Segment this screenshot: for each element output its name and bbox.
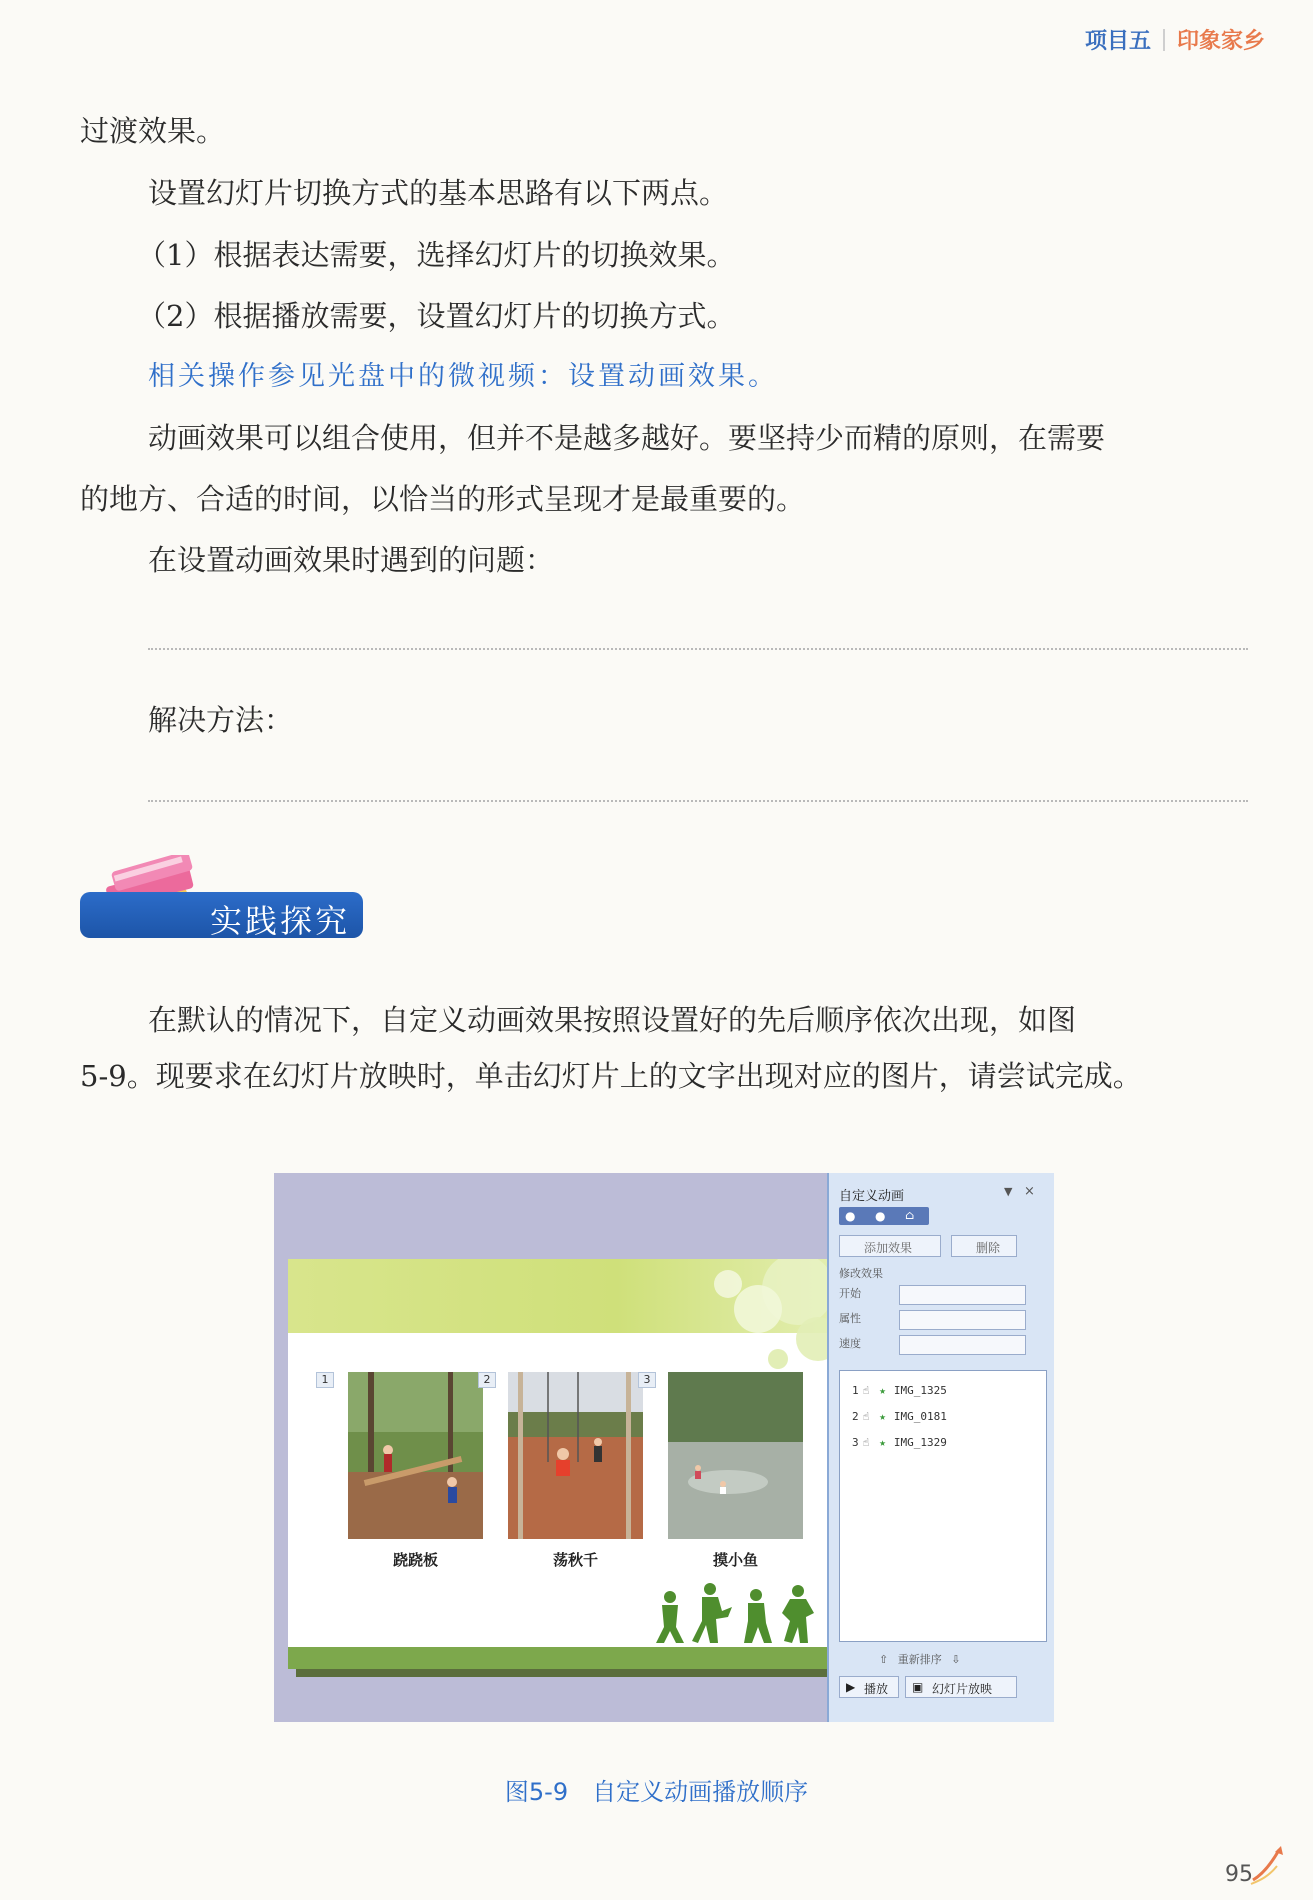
add-effect-label: 添加效果 (864, 1241, 913, 1255)
slide-item-number: 2 (478, 1372, 496, 1388)
custom-animation-pane (827, 1173, 1054, 1722)
slide-item-number: 1 (316, 1372, 334, 1388)
speed-label: 速度 (839, 1337, 861, 1350)
close-icon[interactable]: × (1024, 1184, 1035, 1199)
slide-item-label: 跷跷板 (392, 1551, 438, 1569)
animation-entry-name: IMG_0181 (893, 1409, 947, 1423)
answer-rule-2 (148, 800, 1248, 802)
animation-entry-number: 1 (852, 1383, 859, 1397)
body-line-7: 的地方、合适的时间，以恰当的形式呈现才是最重要的。 (80, 482, 806, 516)
move-down-icon[interactable]: ⇩ (951, 1653, 961, 1666)
running-header (1085, 24, 1265, 55)
home-icon[interactable]: ⌂ (905, 1208, 915, 1222)
move-up-icon[interactable]: ⇧ (879, 1653, 889, 1666)
play-label: 播放 (864, 1682, 889, 1696)
animation-entry-name: IMG_1325 (893, 1383, 947, 1397)
property-select[interactable] (899, 1310, 1026, 1330)
body-line-3: （1）根据表达需要，选择幻灯片的切换效果。 (137, 238, 736, 272)
slide-bottom-band (288, 1647, 836, 1669)
children-silhouette (648, 1577, 828, 1647)
modify-effect-label: 修改效果 (839, 1267, 883, 1280)
play-button[interactable] (839, 1676, 899, 1698)
pane-dropdown-icon[interactable]: ▼ (1004, 1185, 1013, 1198)
start-label: 开始 (839, 1287, 861, 1300)
animation-entry[interactable] (852, 1429, 947, 1455)
remove-button[interactable] (951, 1235, 1017, 1257)
video-reference: 相关操作参见光盘中的微视频：设置动画效果。 (148, 361, 778, 392)
play-icon: ▶ (846, 1680, 856, 1694)
animation-entry-number: 3 (852, 1435, 859, 1449)
mouse-click-icon: ☝ (862, 1409, 870, 1423)
slide-item-number: 3 (638, 1372, 656, 1388)
body-line-4: （2）根据播放需要，设置幻灯片的切换方式。 (137, 299, 736, 333)
answer-rule-1 (148, 648, 1248, 650)
back-icon[interactable]: ● (845, 1209, 856, 1223)
animation-entry[interactable] (852, 1377, 947, 1403)
body-line-1: 过渡效果。 (80, 114, 226, 148)
body-line-6: 动画效果可以组合使用，但并不是越多越好。要坚持少而精的原则，在需要 (148, 421, 1106, 455)
forward-icon[interactable]: ● (875, 1209, 886, 1223)
section-title: 实践探究 (210, 902, 351, 940)
slideshow-icon: ▣ (912, 1680, 924, 1694)
header-title: 印象家乡 (1176, 29, 1265, 54)
effect-star-icon: ★ (879, 1383, 886, 1397)
animation-list (839, 1370, 1047, 1642)
slideshow-button[interactable] (905, 1676, 1017, 1698)
fishing-photo (668, 1372, 803, 1539)
slide-item-label: 摸小鱼 (712, 1551, 758, 1569)
remove-label: 删除 (976, 1241, 1001, 1255)
figure-screenshot (274, 1173, 1054, 1722)
seesaw-photo (348, 1372, 483, 1539)
body-line-2: 设置幻灯片切换方式的基本思路有以下两点。 (148, 176, 729, 210)
animation-entry-number: 2 (852, 1409, 859, 1423)
pane-nav-buttons[interactable] (839, 1207, 929, 1225)
question-prompt: 在设置动画效果时遇到的问题： (148, 543, 555, 577)
page-swoosh-icon (1249, 1844, 1293, 1886)
pane-title: 自定义动画 (839, 1189, 905, 1204)
practice-line-2: 5-9。现要求在幻灯片放映时，单击幻灯片上的文字出现对应的图片，请尝试完成。 (80, 1059, 1142, 1093)
practice-line-1: 在默认的情况下，自定义动画效果按照设置好的先后顺序依次出现，如图 (148, 1003, 1077, 1037)
start-select[interactable] (899, 1285, 1026, 1305)
property-label: 属性 (839, 1312, 861, 1325)
animation-entry[interactable] (852, 1403, 947, 1429)
slideshow-label: 幻灯片放映 (932, 1682, 993, 1696)
header-part: 项目五 (1084, 29, 1151, 54)
speed-select[interactable] (899, 1335, 1026, 1355)
slide-item-label: 荡秋千 (552, 1551, 598, 1569)
header-divider (1163, 29, 1165, 51)
mouse-click-icon: ☝ (862, 1383, 870, 1397)
animation-entry-name: IMG_1329 (893, 1435, 947, 1449)
effect-star-icon: ★ (879, 1435, 886, 1449)
leaf-decoration (648, 1259, 836, 1379)
slide-canvas (288, 1259, 836, 1669)
solution-prompt: 解决方法： (148, 703, 294, 737)
add-effect-button[interactable] (839, 1235, 941, 1257)
swing-photo (508, 1372, 643, 1539)
reorder-label: 重新排序 (897, 1653, 942, 1666)
page-number: 95 (1225, 1862, 1253, 1887)
reorder-row (879, 1651, 960, 1667)
figure-caption: 图5-9 自定义动画播放顺序 (504, 1778, 809, 1806)
effect-star-icon: ★ (879, 1409, 886, 1423)
mouse-click-icon: ☝ (862, 1435, 870, 1449)
